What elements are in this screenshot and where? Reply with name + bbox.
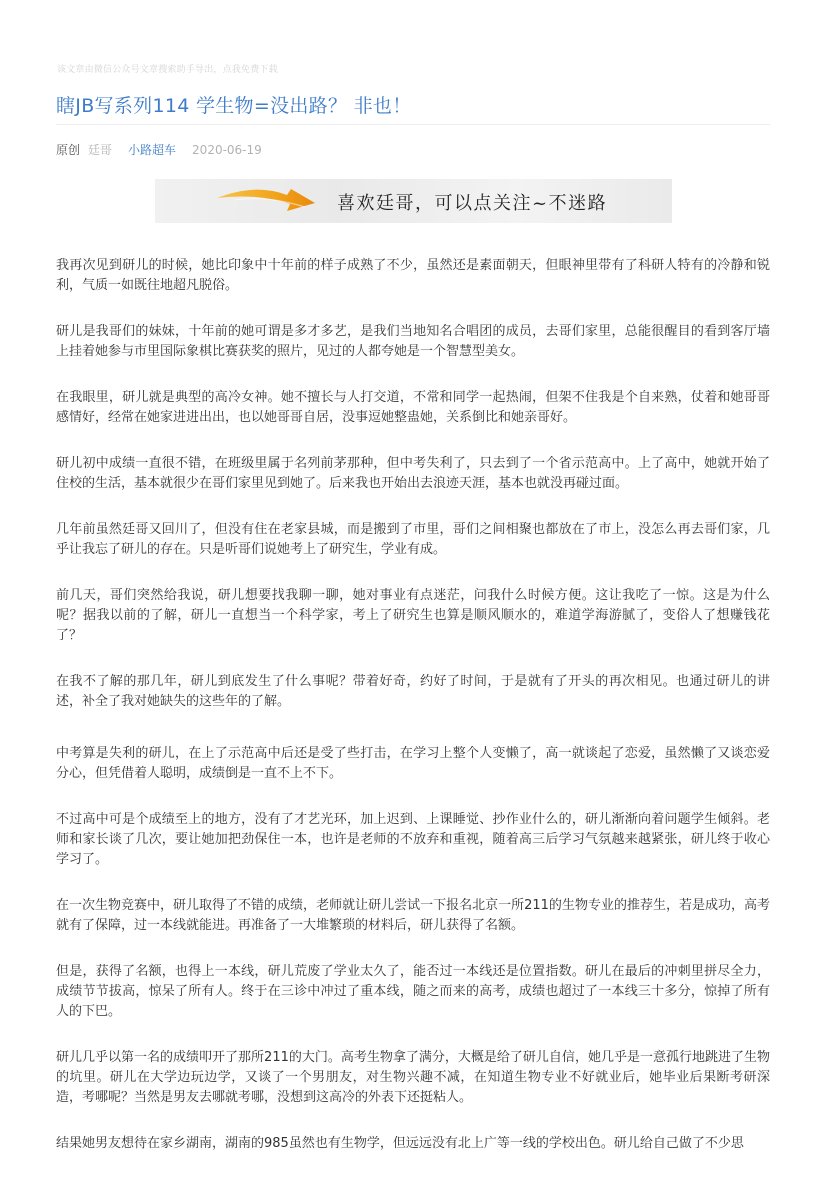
account-link[interactable]: 小路超车 <box>128 143 177 157</box>
paragraph: 中考算是失利的研儿，在上了示范高中后还是受了些打击，在学习上整个人变懒了，高一就谈起了恋爱，虽然懒了又谈恋爱分心，但凭借着人聪明，成绩倒是一直不上不下。 <box>56 746 770 781</box>
author-name: 廷哥 <box>88 143 113 157</box>
paragraph: 在一次生物竞赛中，研儿取得了不错的成绩，老师就让研儿尝试一下报名北京一所211的生物专业的推荐生，若是成功，高考就有了保障，过一本线就能进。再准备了一大堆繁琐的材料后，研儿获得了名额。 <box>56 898 770 933</box>
banner-text: 喜欢廷哥，可以点关注~不迷路 <box>337 193 608 214</box>
article-title: 瞎JB写系列114 学生物=没出路？ 非也！ <box>56 95 412 117</box>
article-meta <box>56 141 262 158</box>
publish-date: 2020-06-19 <box>192 142 262 157</box>
paragraph: 几年前虽然廷哥又回川了，但没有住在老家县城，而是搬到了市里，哥们之间相聚也都放在了市上，没怎么再去哥们家，几乎让我忘了研儿的存在。只是听哥们说她考上了研究生，学业有成。 <box>56 522 770 557</box>
paragraph: 研儿初中成绩一直很不错，在班级里属于名列前茅那种，但中考失利了，只去到了一个省示范高中。上了高中，她就开始了住校的生活，基本就很少在哥们家里见到她了。后来我也开始出去浪迹天涯，基本也就没再碰过面。 <box>56 456 770 491</box>
paragraph: 研儿是我哥们的妹妹，十年前的她可谓是多才多艺，是我们当地知名合唱团的成员，去哥们家里，总能很醒目的看到客厅墙上挂着她参与市里国际象棋比赛获奖的照片，见过的人都夸她是一个智慧型美女。 <box>56 324 770 359</box>
paragraph: 在我不了解的那几年，研儿到底发生了什么事呢？带着好奇，约好了时间，于是就有了开头的再次相见。也通过研儿的讲述，补全了我对她缺失的这些年的了解。 <box>56 674 770 709</box>
article-body <box>56 256 770 1180</box>
title-divider <box>56 124 770 125</box>
paragraph: 研儿几乎以第一名的成绩叩开了那所211的大门。高考生物拿了满分，大概是给了研儿自信，她几乎是一意孤行地跳进了生物的坑里。研儿在大学边玩边学，又谈了一个男朋友，对生物兴趣不减，在知道生物专业不好就业后，她毕业后果断考研深造，考哪呢？当然是男友去哪就考哪，没想到这高冷的外表下还挺粘人。 <box>56 1050 770 1105</box>
original-label: 原创 <box>56 143 81 157</box>
paragraph: 结果她男友想待在家乡湖南，湖南的985虽然也有生物学，但远远没有北上广等一线的学校出色。研儿给自己做了不少思 <box>56 1136 744 1151</box>
paragraph: 不过高中可是个成绩至上的地方，没有了才艺光环，加上迟到、上课睡觉、抄作业什么的，研儿渐渐向着问题学生倾斜。老师和家长谈了几次，要让她加把劲保住一本，也许是老师的不放弃和重视，随着高三后学习气氛越来越紧张，研儿终于收心学习了。 <box>56 812 770 867</box>
paragraph: 在我眼里，研儿就是典型的高冷女神。她不擅长与人打交道，不常和同学一起热闹，但架不住我是个自来熟，仗着和她哥哥感情好，经常在她家进进出出，也以她哥哥自居，没事逗她整蛊她，关系倒比和她亲哥好。 <box>56 390 770 425</box>
paragraph: 前几天，哥们突然给我说，研儿想要找我聊一聊，她对事业有点迷茫，问我什么时候方便。这让我吃了一惊。这是为什么呢？据我以前的了解，研儿一直想当一个科学家，考上了研究生也算是顺风顺水的，难道学海游腻了，变俗人了想赚钱花了？ <box>56 588 770 643</box>
export-source-note[interactable]: 该文章由微信公众号文章搜索助手导出，点我免费下载 <box>57 65 278 75</box>
paragraph: 但是，获得了名额，也得上一本线，研儿荒废了学业太久了，能否过一本线还是位置指数。研儿在最后的冲刺里拼尽全力，成绩节节拔高，惊呆了所有人。终于在三诊中冲过了重本线，随之而来的高考，成绩也超过了一本线三十多分，惊掉了所有人的下巴。 <box>56 964 770 1019</box>
follow-banner <box>155 179 672 223</box>
paragraph: 我再次见到研儿的时候，她比印象中十年前的样子成熟了不少，虽然还是素面朝天，但眼神里带有了科研人特有的冷静和锐利，气质一如既往地超凡脱俗。 <box>56 258 770 293</box>
